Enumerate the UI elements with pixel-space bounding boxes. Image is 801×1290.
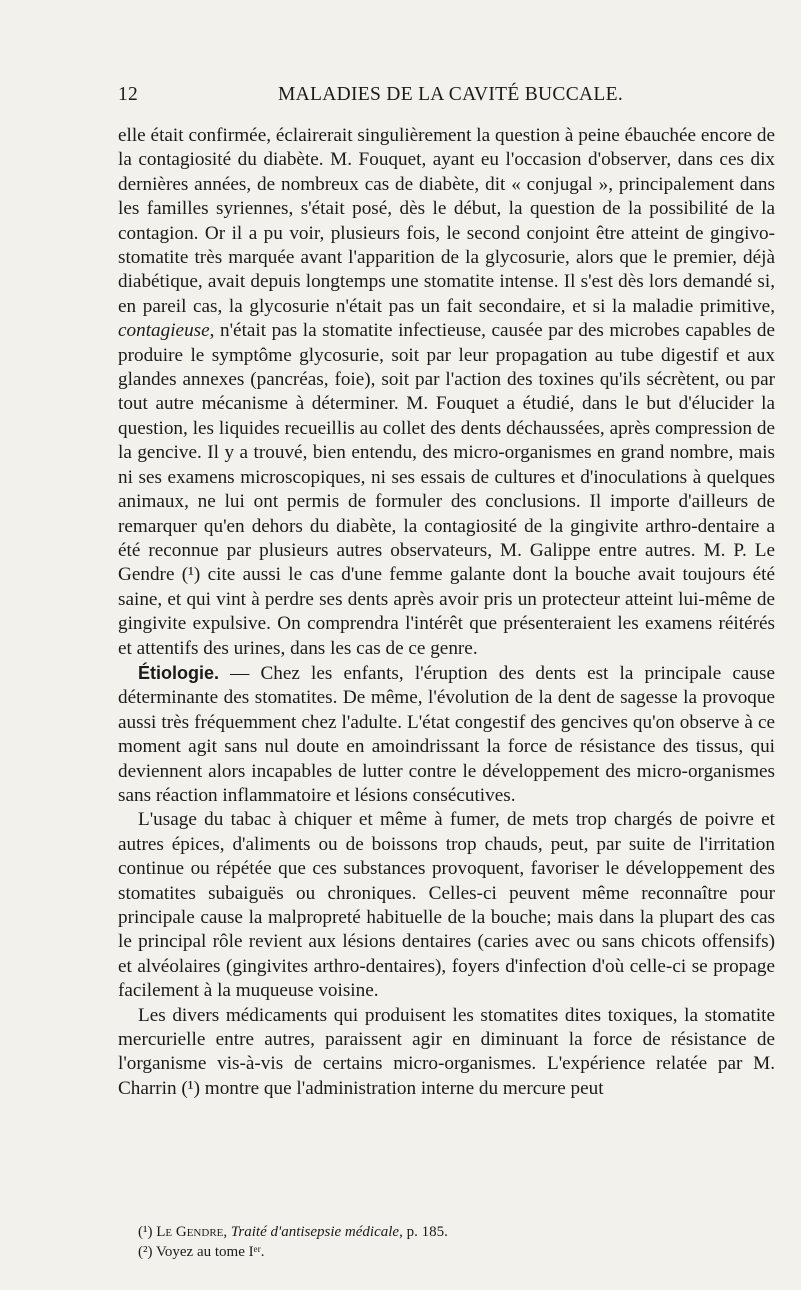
section-heading-etiologie: Étiologie. [138,662,219,683]
page-number: 12 [118,84,139,105]
italic-term: contagieuse [118,320,210,342]
page-header [118,84,775,110]
footnote-work-title: Traité d'antisepsie médicale [230,1224,400,1240]
footnote-2: (²) Voyez au tome Iᵉʳ. [138,1243,265,1260]
running-title: MALADIES DE LA CAVITÉ BUCCALE. [277,84,623,105]
paragraph-2: Étiologie. — Chez les enfants, l'éruption des dents est la principale cause déterminante des stomatites. De même, l'évolution de la dent de sagesse la provoque aussi très fréquemment chez l'adulte. L'état congestif des gencives qu'on observe à ce moment agit sans nul doute en amoindrissant la force de résistance des tissus, qui deviennent alors incapables de lutter contre le développement des micro-organismes sans réaction inflammatoire et lésions consécutives. [118,662,775,806]
paragraph-4: Les divers médicaments qui produisent les stomatites dites toxiques, la stomatite mercurielle entre autres, paraissent agir en diminuant la force de résistance de l'organisme vis-à-vis de certains micro-organismes. L'expérience relatée par M. Charrin (¹) montre que l'administration interne du mercure peut [118,1004,775,1099]
footnote-1: (¹) Le Gendre, Traité d'antisepsie médicale, p. 185. [138,1224,448,1240]
footnote-author: Le Gendre [156,1224,224,1240]
body-text [118,124,775,1101]
footnote-ref-1: (¹) [181,564,201,586]
footnotes [138,1223,758,1262]
paragraph-3: L'usage du tabac à chiquer et même à fumer, de mets trop chargés de poivre et autres épices, d'aliments ou de boissons trop chauds, peut, par suite de l'irritation continue ou répétée que ces substances provoquent, favoriser le développement des stomatites subaiguës ou chroniques. Celles-ci peuvent même reconnaître pour principale cause la malpropreté habituelle de la bouche; mais dans la plupart des cas le principal rôle revient aux lésions dentaires (caries avec ou sans chicots offensifs) et alvéolaires (gingivites arthro-dentaires), foyers d'infection d'où celle-ci se propage facilement à la muqueuse voisine. [118,809,775,1002]
paragraph-1: elle était confirmée, éclairerait singulièrement la question à peine ébauchée encore de la contagiosité du diabète. M. Fouquet, ayant eu l'occasion d'observer, dans ces dix dernières années, de nombreux cas de diabète, dit « conjugal », principalement dans les familles syriennes, s'était posé, dès le début, la question de la possibilité de la contagion. Or il a pu voir, plusieurs fois, le second conjoint être atteint de gingivo-stomatite très marquée avant l'apparition de la glycosurie, alors que le premier, déjà diabétique, avait depuis longtemps une stomatite intense. Il s'est dès lors demandé si, en pareil cas, la glycosurie n'était pas un fait secondaire, et si la maladie primitive, contagieuse, n'était pas la stomatite infectieuse, causée par des microbes capables de produire le symptôme glycosurie, soit par leur propagation au tube digestif et aux glandes annexes (pancréas, foie), soit par l'action des toxines qu'ils sécrètent, ou par tout autre mécanisme à déterminer. M. Fouquet a étudié, dans le but d'élucider la question, les liquides recueillis au collet des dents déchaussées, après compression de la gencive. Il y a trouvé, bien entendu, des micro-organismes en grand nombre, mais ni ses examens microscopiques, ni ses essais de cultures et d'inoculations à quelques animaux, ne lui ont permis de formuler des conclusions. Il importe d'ailleurs de remarquer qu'en dehors du diabète, la contagiosité de la gingivite arthro-dentaire a été reconnue par plusieurs autres observateurs, M. Galippe entre autres. M. P. Le Gendre (¹) cite aussi le cas d'une femme galante dont la bouche avait toujours été saine, et qui vint à perdre ses dents après avoir pris un protecteur atteint lui-même de gingivite expulsive. On comprendra l'intérêt que présenteraient les examens réitérés et attentifs des urines, dans les cas de ce genre. [118,125,775,659]
footnote-ref-2: (¹) [181,1077,200,1099]
